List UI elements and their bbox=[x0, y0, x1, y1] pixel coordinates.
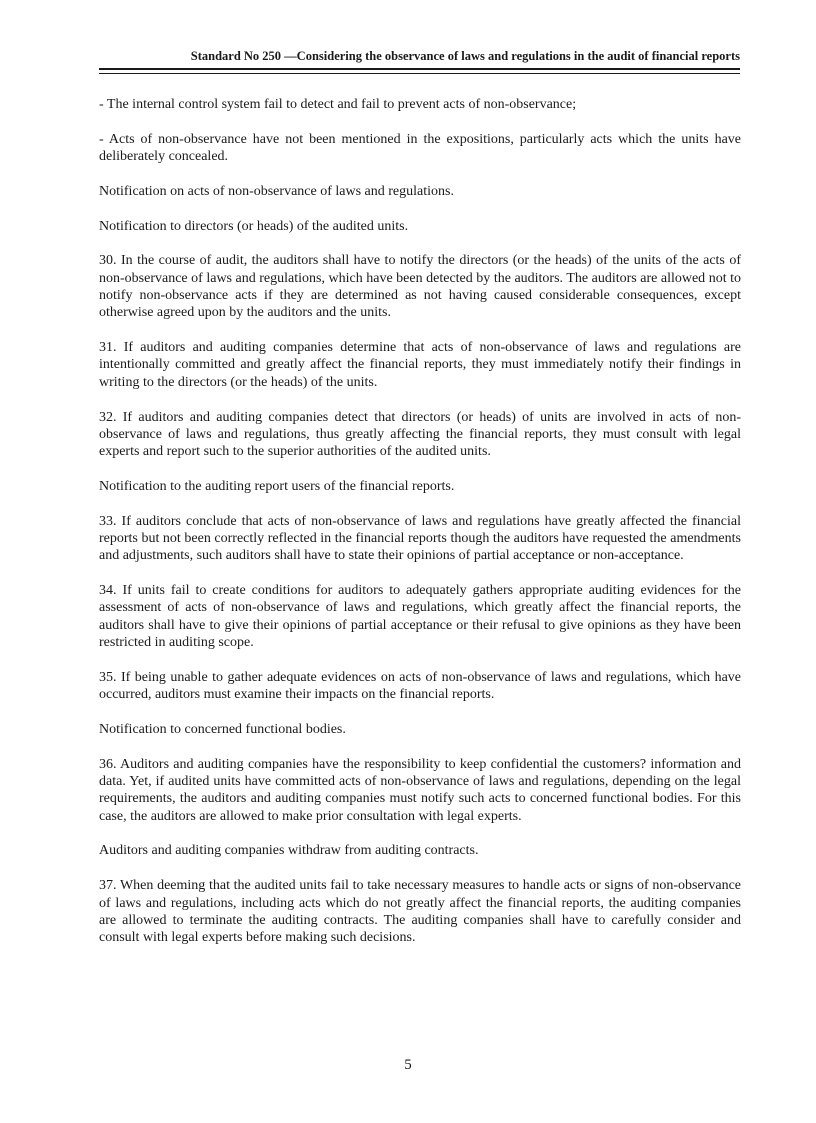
clause-paragraph-37: 37. When deeming that the audited units fail to take necessary measures to handle acts or signs of non-observance of laws and regulations, including acts which do not greatly affect the financial reports, the auditing companies are allowed to terminate the auditing contracts. The auditing companies shall have to carefully consider and consult with legal experts before making such decisions. bbox=[99, 878, 741, 946]
page-number: 5 bbox=[404, 1057, 412, 1073]
section-heading: Notification to the auditing report users of the financial reports. bbox=[99, 478, 455, 494]
header-title: Standard No 250 —Considering the observance of laws and regulations in the audit of financial reports bbox=[190, 49, 740, 63]
clause-paragraph-34: 34. If units fail to create conditions for auditors to adequately gathers appropriate auditing evidences for the assessment of acts of non-observance of laws and regulations, which greatly affect the financial reports, the auditors shall have to give their opinions of partial acceptance or their refusal to give opinions as they have been restricted in auditing scope. bbox=[99, 583, 741, 651]
section-heading: Auditors and auditing companies withdraw from auditing contracts. bbox=[99, 843, 479, 859]
header-rule bbox=[99, 68, 740, 74]
clause-paragraph-33: 33. If auditors conclude that acts of non-observance of laws and regulations have greatly affected the financial reports but not been correctly reflected in the financial reports though the auditors have requested the amendments and adjustments, such auditors shall have to state their opinions of partial acceptance or non-acceptance. bbox=[99, 513, 741, 564]
body-text bbox=[99, 96, 741, 964]
bullet-paragraph: - The internal control system fail to detect and fail to prevent acts of non-observance; bbox=[99, 97, 577, 112]
section-heading: Notification on acts of non-observance of laws and regulations. bbox=[99, 183, 454, 199]
bullet-paragraph: - Acts of non-observance have not been mentioned in the expositions, particularly acts which the units have deliberately concealed. bbox=[99, 131, 741, 165]
section-heading: Notification to concerned functional bodies. bbox=[99, 721, 346, 737]
clause-paragraph-30: 30. In the course of audit, the auditors shall have to notify the directors (or the heads) of the units of the acts of non-observance of laws and regulations, which have been detected by the auditors. The auditors are allowed not to notify non-observance acts if they are determined as not having caused considerable consequences, except otherwise agreed upon by the auditors and the units. bbox=[99, 253, 741, 321]
clause-paragraph-31: 31. If auditors and auditing companies determine that acts of non-observance of laws and regulations are intentionally committed and greatly affect the financial reports, they must immediately notify their findings in writing to the directors (or the heads) of the units. bbox=[99, 340, 741, 390]
clause-paragraph-35: 35. If being unable to gather adequate evidences on acts of non-observance of laws and regulations, which have occurred, auditors must examine their impacts on the financial reports. bbox=[99, 669, 741, 703]
section-heading: Notification to directors (or heads) of the audited units. bbox=[99, 218, 409, 234]
clause-paragraph-32: 32. If auditors and auditing companies detect that directors (or heads) of units are involved in acts of non-observance of laws and regulations, thus greatly affecting the financial reports, they must consult with legal experts and report such to the superior authorities of the audited units. bbox=[99, 409, 741, 460]
clause-paragraph-36: 36. Auditors and auditing companies have the responsibility to keep confidential the customers? information and data. Yet, if audited units have committed acts of non-observance of laws and regulations, depending on the legal requirements, the auditors and auditing companies must notify such acts to concerned functional bodies. For this case, the auditors are allowed to make prior consultation with legal experts. bbox=[99, 756, 741, 824]
